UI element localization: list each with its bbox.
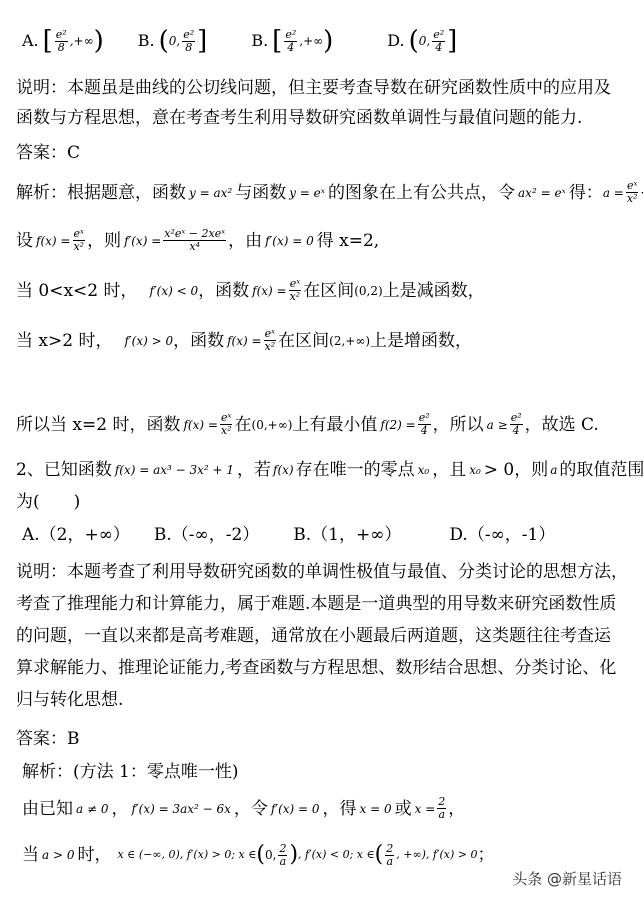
explanation2-line1: 说明：本题考查了利用导数研究函数的单调性极值与最值、分类讨论的思想方法， [16,562,628,582]
question2-choices [22,523,628,547]
explanation2-line5: 归与转化思想. [16,690,124,710]
choice2-c: B.（1，+∞） [293,525,402,545]
answer1: 答案：C [16,143,81,163]
analysis2-line1: 解析：(方法 1：零点唯一性) [22,762,239,782]
choice2-d: D.（-∞，-1） [449,525,556,545]
analysis1-line1: 解析：根据题意，函数 y = ax² 与函数 y = eˣ 的图象在上有公共点，令 ax² = eˣ 得： a = $\frac{\text{eˣ}}{\text{x²}}$ · [16,179,644,205]
explanation1-line1: 说明：本题虽是曲线的公切线问题，但主要考查导数在研究函数性质中的应用及 [16,78,611,98]
choice-b: B. ( 0 , $\frac{\text{e²}}{8}$ ] [137,26,208,56]
analysis1-line4: 当 x>2 时， f′(x) > 0 ，函数 f(x) = $\frac{\text{eˣ}}{\text{x²}}$ 在区间 (2,+∞) 上是增函数， [16,327,473,353]
question2-line2: 为( ) [16,492,81,512]
explanation2-line4: 算求解能力、推理论证能力,考查函数与方程思想、数形结合思想、分类讨论、化 [16,658,617,678]
explanation2-line2: 考查了推理能力和计算能力，属于难题.本题是一道典型的用导数来研究函数性质 [16,594,617,614]
answer2: 答案：B [16,729,80,749]
choice-c: B. [ $\frac{\text{e²}}{4}$ , +∞ ) [251,26,334,56]
analysis1-line5: 所以当 x=2 时，函数 f(x) = $\frac{\text{eˣ}}{\text{x²}}$ 在 (0,+∞) 上有最小值 f(2) = $\frac{\text{e²}}{4}$ ，所以 a ≥ $\frac{\text{e²}}{4}$ ，故选 C. [16,411,599,437]
question2-line1: 2、已知函数 f(x) = ax³ − 3x² + 1 ，若 f(x) 存在唯一的零点 x₀ ，且 x₀ > 0，则 a 的取值范围 [16,460,644,480]
analysis1-line2: 设 f(x) = $\frac{\text{eˣ}}{\text{x²}}$ ，则 f′(x) = $\frac{\text{x²eˣ − 2xeˣ}}{\text{x⁴}}$ ，由 f′(x) = 0 得 x=2, [16,227,380,253]
explanation2-line3: 的问题，一直以来都是高考难题，通常放在小题最后两道题，这类题往往考查运 [16,626,611,646]
watermark: 头条 @新星话语 [512,870,622,888]
choice-a: A. [ $\frac{\text{e²}}{8}$ , +∞ ) [22,26,104,56]
question1-choices [22,28,628,54]
analysis2-line3: 当 a > 0 时， x ∈ (−∞, 0), f′(x) > 0; x ∈ ( 0, $\frac{2}{a}$ ) , f′(x) < 0; x ∈ ( $\frac{2}{a}$ , +∞), f′(x) > 0 ； [22,841,495,868]
explanation1-line2: 函数与方程思想，意在考查考生利用导数研究函数单调性与最值问题的能力. [16,108,583,128]
choice-d: D. ( 0 , $\frac{\text{e²}}{4}$ ] [387,26,458,56]
analysis2-line2: 由已知 a ≠ 0 ， f′(x) = 3ax² − 6x ，令 f′(x) = 0 ，得 x = 0 或 x = $\frac{2}{a}$ ， [22,795,466,821]
analysis1-line3: 当 0<x<2 时， f′(x) < 0 ，函数 f(x) = $\frac{\text{eˣ}}{\text{x²}}$ 在区间 (0,2) 上是减函数， [16,277,485,303]
choice2-b: B.（-∞，-2） [153,525,260,545]
choice2-a: A.（2，+∞） [22,525,130,545]
